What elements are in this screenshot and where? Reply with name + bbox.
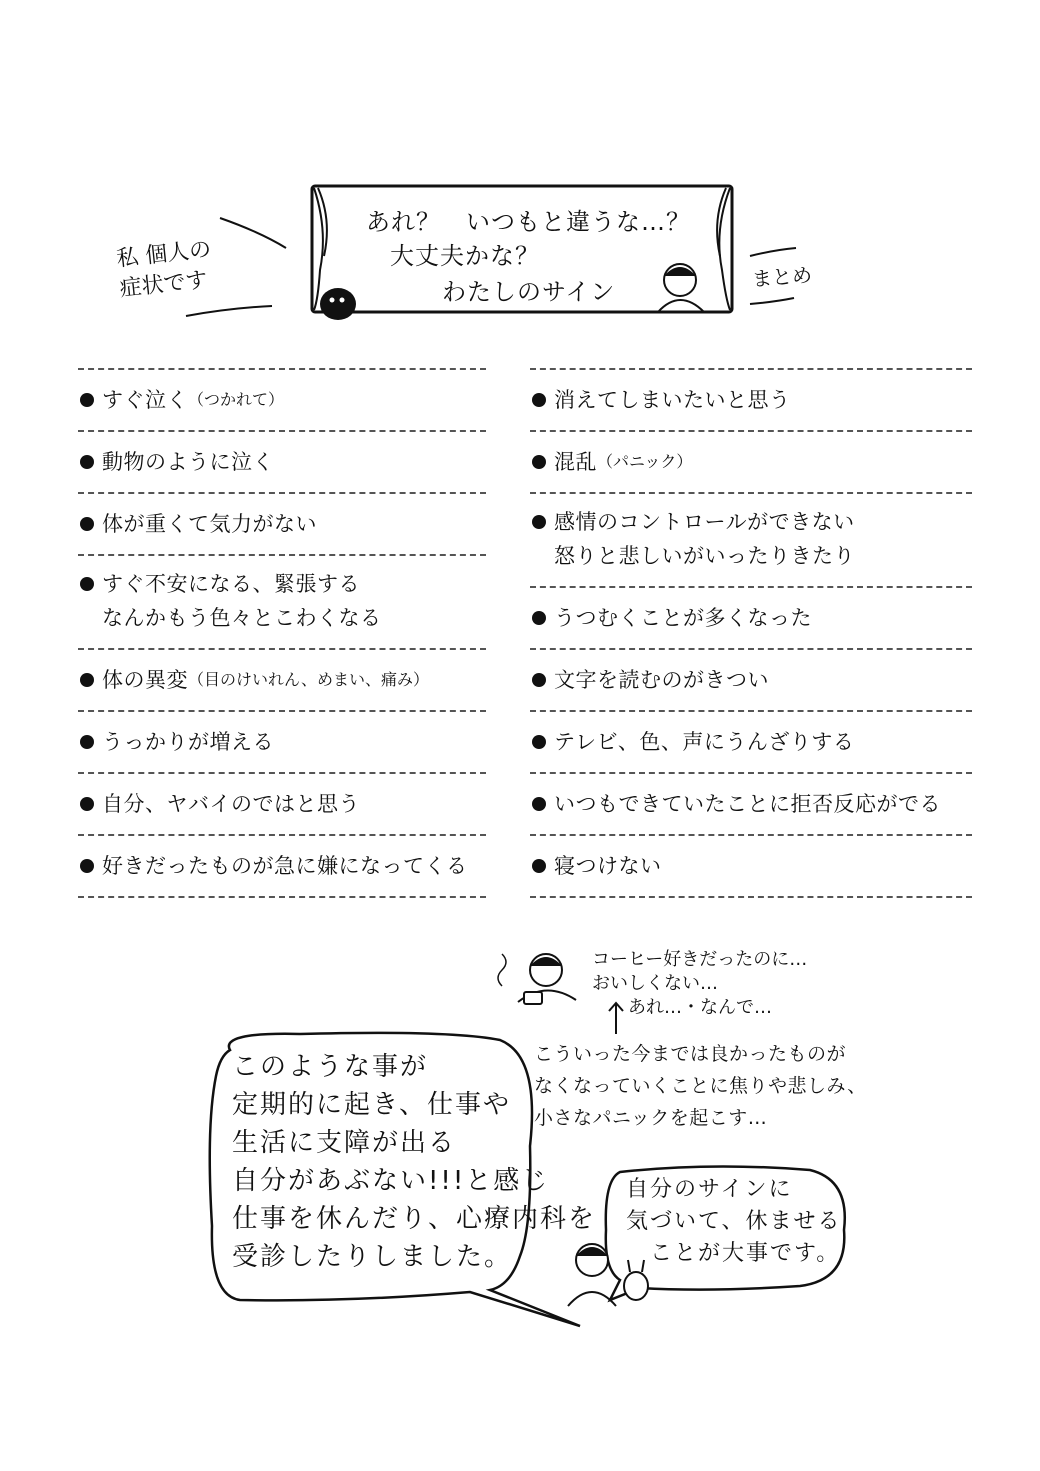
list-item: いつもできていたことに拒否反応がでる bbox=[530, 772, 972, 834]
bullet-icon bbox=[532, 673, 546, 687]
list-item: すぐ不安になる、緊張する なんかもう色々とこわくなる bbox=[78, 554, 486, 648]
title-banner bbox=[308, 180, 738, 320]
bullet-icon bbox=[80, 577, 94, 591]
list-item: テレビ、色、声にうんざりする bbox=[530, 710, 972, 772]
list-item: 文字を読むのがきつい bbox=[530, 648, 972, 710]
bullet-icon bbox=[532, 455, 546, 469]
title-line-3: わたしのサイン bbox=[442, 278, 616, 306]
symptom-list-left bbox=[78, 368, 486, 898]
list-item: 消えてしまいたいと思う bbox=[530, 368, 972, 430]
bullet-icon bbox=[532, 515, 546, 529]
list-item: 混乱 （パニック） bbox=[530, 430, 972, 492]
list-item: 動物のように泣く bbox=[78, 430, 486, 492]
list-item: 体の異変 （目のけいれん、めまい、痛み） bbox=[78, 648, 486, 710]
coffee-person-icon bbox=[480, 940, 590, 1020]
list-item: うっかりが増える bbox=[78, 710, 486, 772]
bubble-left-text: このような事が 定期的に起き、仕事や 生活に支障が出る 自分があぶない!!!と感じ 仕事を休んだり、心療内科を 受診したりしました。 bbox=[232, 1052, 597, 1272]
list-item: 体が重くて気力がない bbox=[78, 492, 486, 554]
right-side-note: まとめ bbox=[751, 262, 813, 292]
coffee-note: コーヒー好きだったのに… おいしくない… あれ…・なんで… bbox=[592, 949, 808, 1018]
symptom-list-right bbox=[530, 368, 972, 898]
bullet-icon bbox=[532, 797, 546, 811]
bullet-icon bbox=[80, 797, 94, 811]
left-side-note: 私 個人の 症状です bbox=[115, 237, 213, 302]
list-item: 自分、ヤバイのではと思う bbox=[78, 772, 486, 834]
bullet-icon bbox=[532, 611, 546, 625]
list-item: 感情のコントロールができない 怒りと悲しいがいったりきたり bbox=[530, 492, 972, 586]
bullet-icon bbox=[80, 859, 94, 873]
list-item: 好きだったものが急に嫌になってくる bbox=[78, 834, 486, 898]
bullet-icon bbox=[80, 673, 94, 687]
list-item: 寝つけない bbox=[530, 834, 972, 898]
bullet-icon bbox=[532, 735, 546, 749]
explanation-text: こういった今までは良かったものが なくなっていくことに焦りや悲しみ、 小さなパニックを起こす… bbox=[534, 1043, 867, 1129]
bullet-icon bbox=[80, 735, 94, 749]
list-item: すぐ泣く （つかれて） bbox=[78, 368, 486, 430]
bullet-icon bbox=[80, 393, 94, 407]
title-line-2: 大丈夫かな？ bbox=[390, 242, 540, 270]
bullet-icon bbox=[80, 455, 94, 469]
bullet-icon bbox=[532, 393, 546, 407]
list-item: うつむくことが多くなった bbox=[530, 586, 972, 648]
bubble-right-text: 自分のサインに 気づいて、休ませる ことが大事です。 bbox=[626, 1177, 842, 1266]
bullet-icon bbox=[532, 859, 546, 873]
title-line-1: あれ？ いつもと違うな…？ bbox=[366, 208, 691, 236]
bullet-icon bbox=[80, 517, 94, 531]
